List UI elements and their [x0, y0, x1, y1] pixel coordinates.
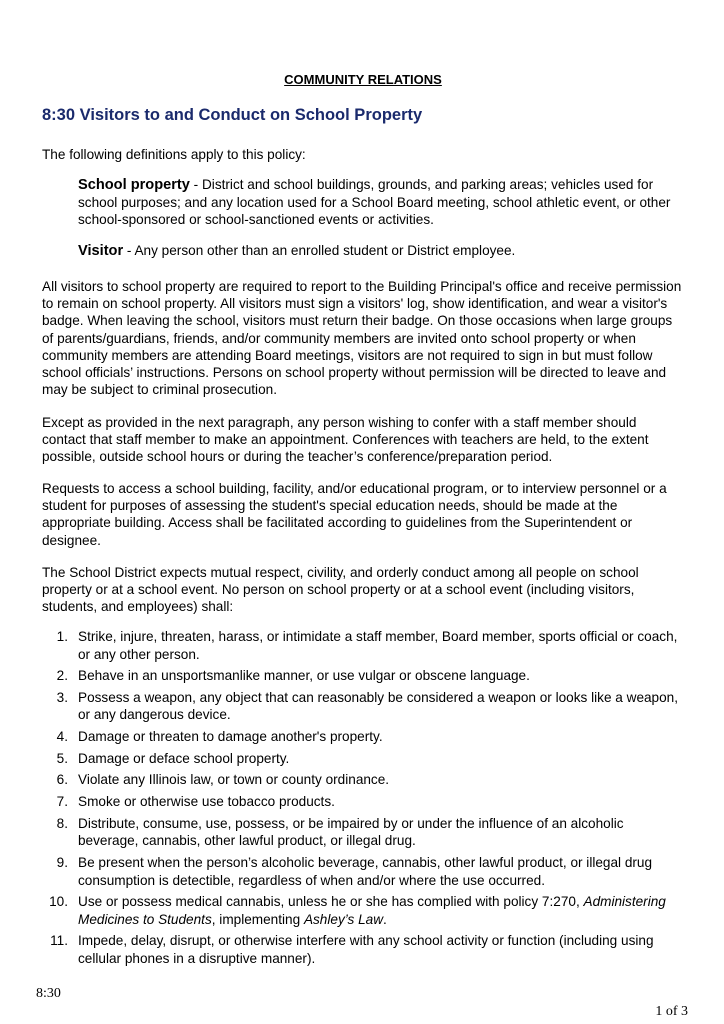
law-name: Ashley’s Law: [303, 911, 384, 927]
section-header: COMMUNITY RELATIONS: [284, 72, 442, 87]
paragraph-access-requests: Requests to access a school building, facility, and/or educational program, or to interview personnel or a student for purposes of assessing the student's special education needs, should be made at the appropriate building. Access shall be facilitated according to guidelines from the Superintendent or designee.: [42, 481, 667, 548]
list-item: 1. Strike, injure, threaten, harass, or intimidate a staff member, Board member, sports official or coach, or any other person.: [56, 629, 678, 662]
definition-text: - Any person other than an enrolled student or District employee.: [123, 243, 516, 258]
conduct-rules-list: [42, 628, 684, 972]
definition-term: School property: [78, 177, 190, 193]
paragraph-visitors: All visitors to school property are required to report to the Building Principal's office and receive permission to remain on school property. All visitors must sign a visitors' log, show identification, and wear a visitor's badge. When leaving the school, visitors must return their badge. On those occasions when large groups of parents/guardians, friends, and/or community members are invited onto school property or when community members are attending Board meetings, visitors are not required to sign in but must follow school officials’ instructions. Persons on school property without permission will be directed to leave and may be subject to criminal prosecution.: [42, 279, 682, 398]
policy-title: 8:30 Visitors to and Conduct on School Property: [42, 106, 423, 124]
policy-reference-title: Administering Medicines to Students: [78, 894, 666, 927]
definition-term: Visitor: [78, 243, 124, 259]
definition-visitor: [78, 242, 684, 260]
list-item: 9. Be present when the person’s alcoholic beverage, cannabis, other lawful product, or illegal drug consumption is detectible, regardless of when and/or where the use occurred.: [56, 855, 653, 888]
footer-policy-number: 8:30: [36, 986, 61, 1001]
list-item: 6. Violate any Illinois law, or town or county ordinance.: [56, 772, 390, 788]
list-item: 5. Damage or deface school property.: [56, 750, 290, 766]
paragraph-conduct: The School District expects mutual respect, civility, and orderly conduct among all people on school property or at a school event. No person on school property or at a school event (including visitors, students, and employees) shall:: [42, 565, 639, 615]
footer-page-number: 1 of 3: [655, 1004, 688, 1019]
list-item: 11. Impede, delay, disrupt, or otherwise interfere with any school activity or function (including using cellular phones in a disruptive manner).: [50, 933, 654, 966]
paragraph-conferences: Except as provided in the next paragraph, any person wishing to confer with a staff member should contact that staff member to make an appointment. Conferences with teachers are held, to the extent possible, outside school hours or during the teacher’s conference/preparation period.: [42, 415, 649, 465]
list-item: 10. Use or possess medical cannabis, unless he or she has complied with policy 7:270, Administering Medicines to Students, implementing Ashley’s Law.: [49, 894, 666, 927]
definition-school-property: [78, 176, 684, 229]
list-item: 3. Possess a weapon, any object that can reasonably be considered a weapon or looks like a weapon, or any dangerous device.: [56, 689, 679, 723]
list-item: 8. Distribute, consume, use, possess, or be impaired by or under the influence of an alcoholic beverage, cannabis, other lawful product, or illegal drug.: [56, 815, 624, 849]
definition-text: - District and school buildings, grounds, and parking areas; vehicles used for school purposes; and any location used for a School Board meeting, school athletic event, or other school-sponsored or school-sanctioned events or activities.: [78, 177, 671, 228]
list-item: 2. Behave in an unsportsmanlike manner, or use vulgar or obscene language.: [56, 668, 530, 684]
list-item: 4. Damage or threaten to damage another's property.: [56, 729, 383, 745]
intro-text: The following definitions apply to this policy:: [42, 147, 306, 162]
list-item: 7. Smoke or otherwise use tobacco products.: [56, 794, 335, 810]
